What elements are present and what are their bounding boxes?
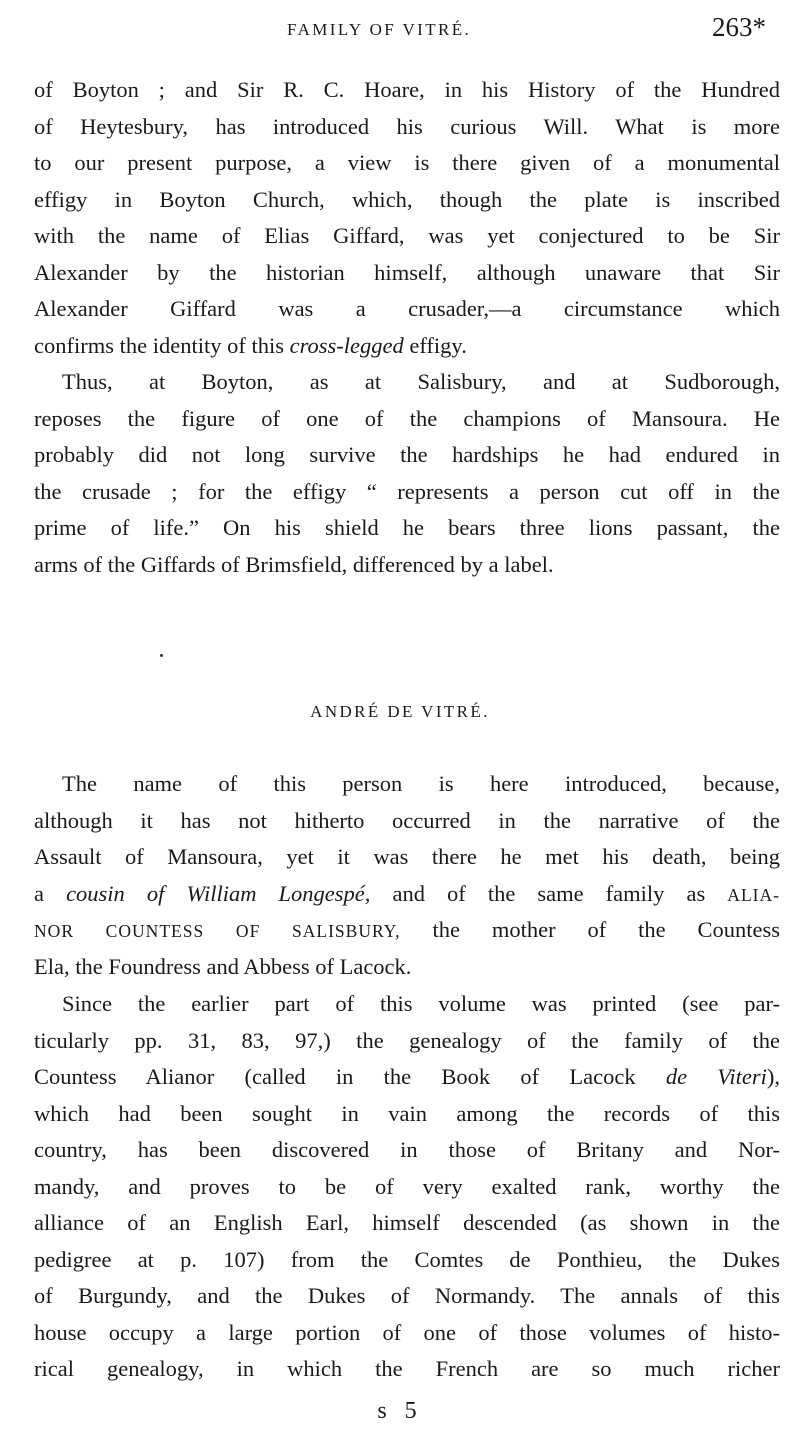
text-run: effigy.	[403, 332, 467, 358]
text-line: reposes the figure of one of the champions of Mansoura. He	[34, 405, 780, 431]
small-caps-text: ALIA-	[727, 884, 780, 905]
text-line: probably did not long survive the hardships he had endured in	[34, 442, 780, 467]
text-line: Alexander by the historian himself, although unaware that Sir	[34, 259, 780, 285]
italic-text: cousin of William Longespé,	[66, 880, 371, 906]
text-line: alliance of an English Earl, himself descended (as shown in the	[34, 1210, 780, 1235]
text-line: house occupy a large portion of one of those volumes of histo-	[34, 1319, 780, 1345]
text-line: effigy in Boyton Church, which, though the plate is inscribed	[34, 186, 780, 212]
text-run: confirms the identity of this	[34, 332, 290, 358]
text-line: prime of life.” On his shield he bears three lions passant, the	[34, 515, 780, 540]
running-title: FAMILY OF VITRÉ.	[287, 20, 472, 39]
text-line: Alexander Giffard was a crusader,—a circumstance which	[34, 296, 780, 321]
text-line: ticularly pp. 31, 83, 97,) the genealogy of the family of the	[34, 1027, 780, 1053]
italic-text: cross-legged	[289, 332, 404, 358]
page-number: 263*	[712, 12, 766, 42]
text-run: the mother of the Countess	[400, 917, 780, 942]
text-run: a	[34, 880, 67, 906]
text-line: Assault of Mansoura, yet it was there he met his death, being	[34, 844, 780, 869]
text-line: the crusade ; for the effigy “ represents a person cut off in the	[34, 478, 780, 504]
text-line: of Burgundy, and the Dukes of Normandy. The annals of this	[34, 1283, 780, 1308]
text-line: with the name of Elias Giffard, was yet conjectured to be Sir	[34, 223, 780, 248]
text-run: Countess Alianor (called in the Book of Lacock	[34, 1064, 666, 1089]
paragraph-boyton-effigy	[34, 364, 780, 583]
text-run: and of the same family as	[370, 880, 728, 906]
text-line: arms of the Giffards of Brimsfield, differenced by a label.	[34, 551, 554, 577]
text-line: mandy, and proves to be of very exalted rank, worthy the	[34, 1173, 780, 1199]
small-caps-text: NOR COUNTESS OF SALISBURY,	[34, 921, 401, 941]
text-line: pedigree at p. 107) from the Comtes de Ponthieu, the Dukes	[34, 1246, 780, 1272]
italic-text: de Viteri	[665, 1064, 767, 1089]
paragraph-andre-intro	[34, 766, 780, 985]
section-heading: ANDRÉ DE VITRÉ.	[310, 702, 490, 721]
text-line: although it has not hitherto occurred in the narrative of the	[34, 807, 780, 833]
text-line: Since the earlier part of this volume was printed (see par-	[62, 991, 780, 1016]
signature-mark: s 5	[377, 1398, 423, 1424]
text-line	[34, 1059, 780, 1096]
text-line	[34, 328, 780, 365]
text-line: Thus, at Boyton, as at Salisbury, and at Sudborough,	[62, 369, 780, 394]
text-line: of Heytesbury, has introduced his curious Will. What is more	[34, 113, 780, 139]
print-speck	[160, 654, 163, 657]
text-line: to our present purpose, a view is there given of a monumental	[34, 150, 780, 175]
text-line: country, has been discovered in those of Britany and Nor-	[34, 1137, 780, 1162]
paragraph-alianor-genealogy	[34, 986, 780, 1388]
text-line	[34, 876, 780, 913]
paragraph-boyton-will	[34, 72, 780, 364]
text-run: ),	[766, 1064, 780, 1089]
text-line: The name of this person is here introduced, because,	[62, 771, 780, 796]
text-line: Ela, the Foundress and Abbess of Lacock.	[34, 953, 412, 979]
text-line	[34, 912, 780, 949]
text-line: rical genealogy, in which the French are so much richer	[34, 1356, 780, 1381]
text-line: which had been sought in vain among the records of this	[34, 1100, 780, 1126]
running-head	[0, 12, 800, 52]
text-line: of Boyton ; and Sir R. C. Hoare, in his History of the Hundred	[34, 77, 780, 102]
